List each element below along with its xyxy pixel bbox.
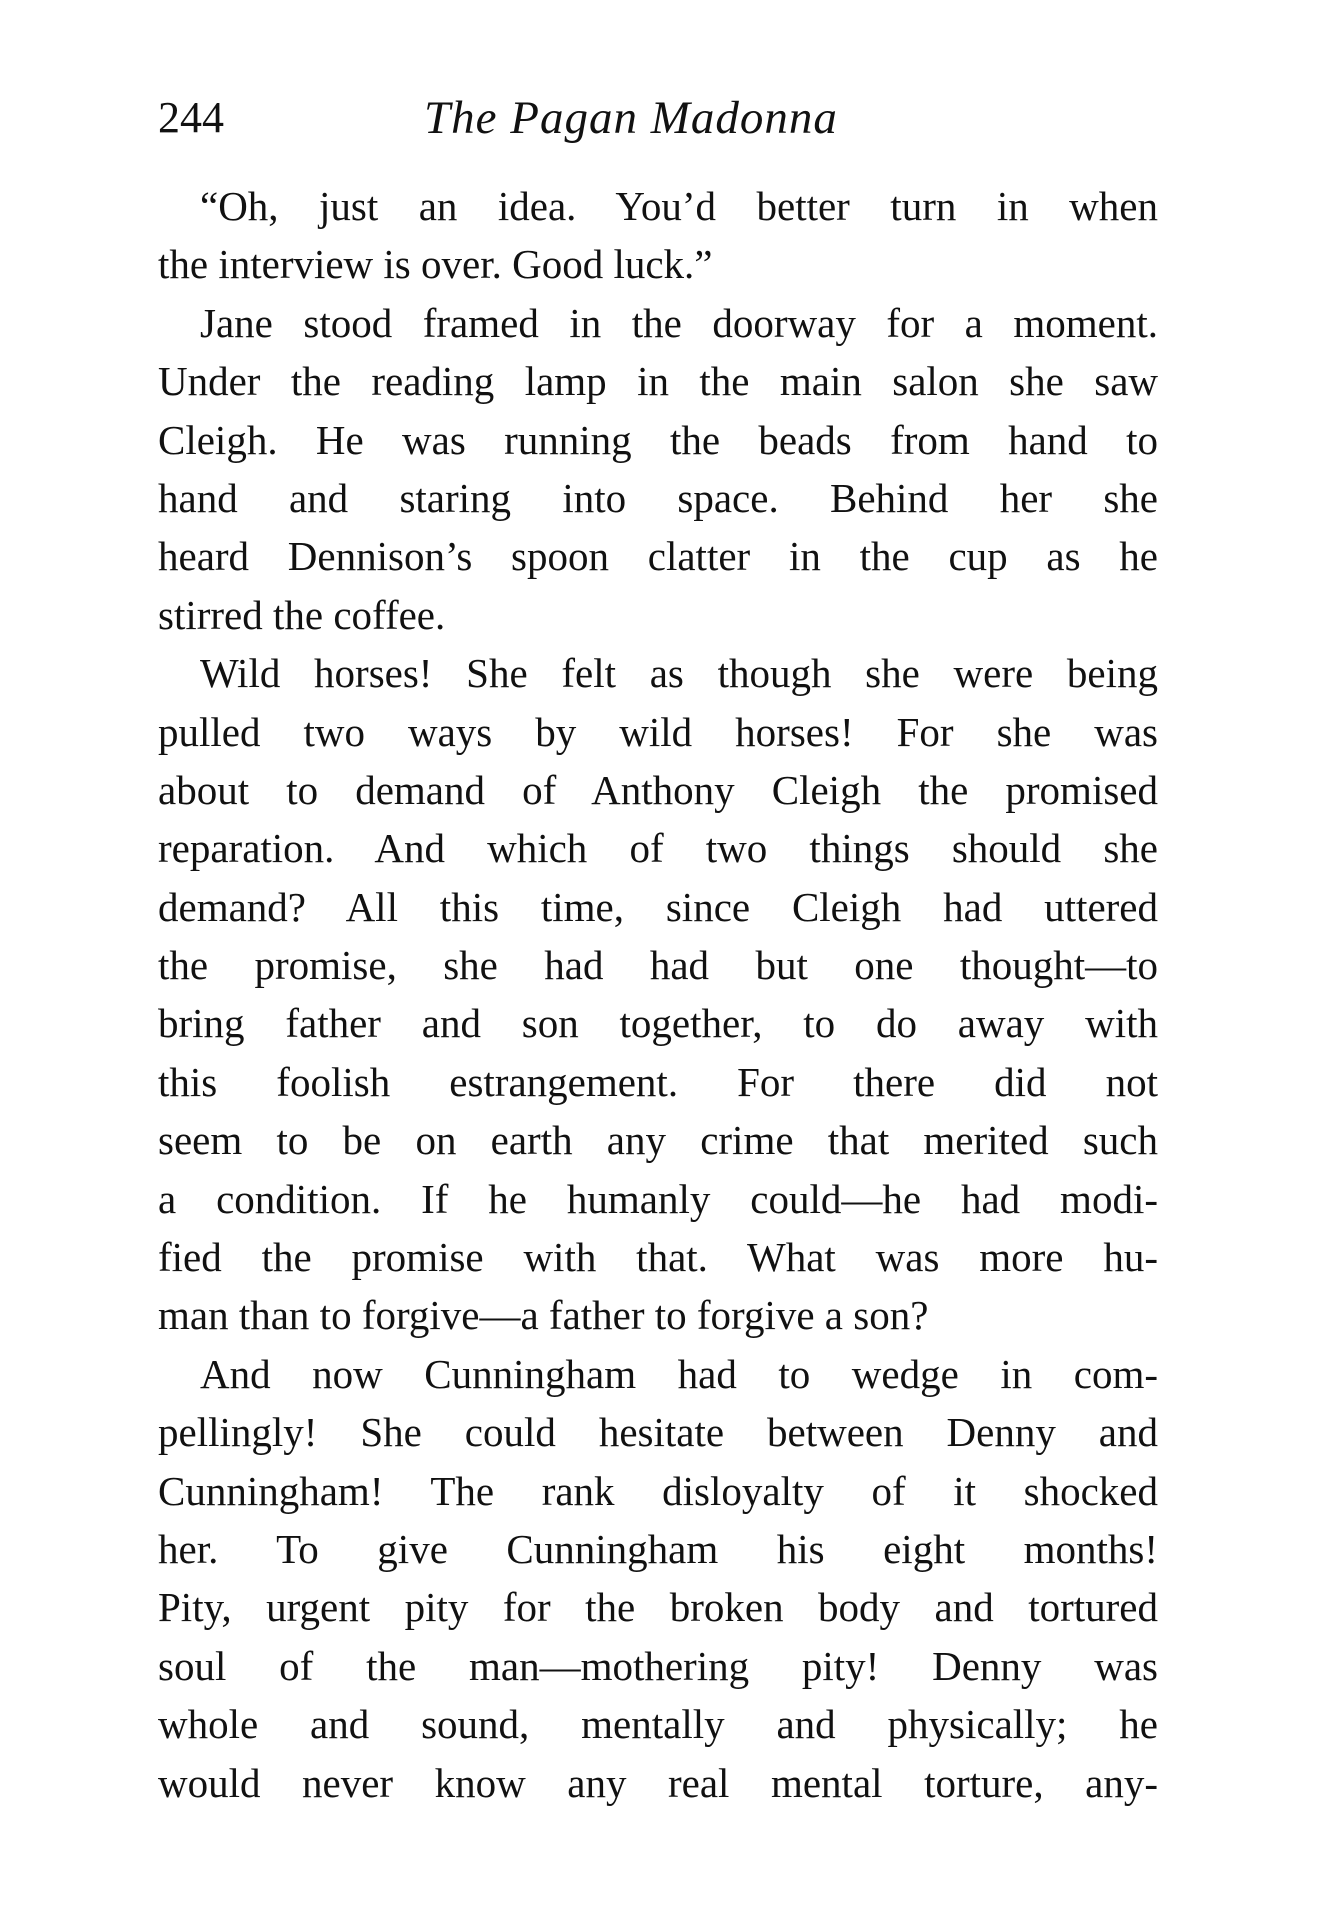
- page-header: [158, 88, 1158, 148]
- text-line: fied the promise with that. What was more hu-: [158, 1234, 1158, 1281]
- text-line: hand and staring into space. Behind her she: [158, 474, 1158, 521]
- running-title: The Pagan Madonna: [424, 92, 838, 144]
- text-line: reparation. And which of two things should she: [158, 825, 1158, 872]
- text-line: bring father and son together, to do away with: [158, 1000, 1158, 1047]
- text-line: Pity, urgent pity for the broken body and tortured: [158, 1584, 1158, 1631]
- text-line: this foolish estrangement. For there did not: [158, 1058, 1158, 1105]
- text-line: pellingly! She could hesitate between Denny and: [158, 1409, 1158, 1456]
- text-line: Wild horses! She felt as though she were being: [200, 650, 1158, 697]
- text-line: Under the reading lamp in the main salon she saw: [158, 358, 1158, 405]
- text-line: And now Cunningham had to wedge in com-: [200, 1350, 1158, 1397]
- text-line: whole and sound, mentally and physically; he: [158, 1701, 1158, 1748]
- page-number: 244: [158, 93, 224, 142]
- body-text: [158, 177, 1158, 1812]
- text-line: the promise, she had had but one thought—to: [158, 942, 1158, 989]
- text-line: about to demand of Anthony Cleigh the promised: [158, 766, 1158, 813]
- text-line: “Oh, just an idea. You’d better turn in when: [200, 183, 1158, 229]
- text-line: Jane stood framed in the doorway for a moment.: [200, 299, 1158, 346]
- text-line: a condition. If he humanly could—he had modi-: [158, 1175, 1158, 1222]
- text-line: Cunningham! The rank disloyalty of it shocked: [158, 1467, 1158, 1514]
- text-line: the interview is over. Good luck.”: [158, 241, 713, 288]
- text-line: her. To give Cunningham his eight months!: [158, 1525, 1158, 1572]
- text-line: man than to forgive—a father to forgive a son?: [158, 1292, 929, 1339]
- text-line: heard Dennison’s spoon clatter in the cup as he: [158, 533, 1158, 580]
- text-line: pulled two ways by wild horses! For she was: [158, 708, 1158, 755]
- text-line: would never know any real mental torture, any-: [158, 1759, 1158, 1806]
- text-line: seem to be on earth any crime that merited such: [158, 1117, 1158, 1164]
- text-line: soul of the man—mothering pity! Denny was: [158, 1642, 1158, 1689]
- text-line: demand? All this time, since Cleigh had uttered: [158, 883, 1158, 930]
- text-line: Cleigh. He was running the beads from hand to: [158, 416, 1158, 463]
- text-line: stirred the coffee.: [158, 591, 446, 638]
